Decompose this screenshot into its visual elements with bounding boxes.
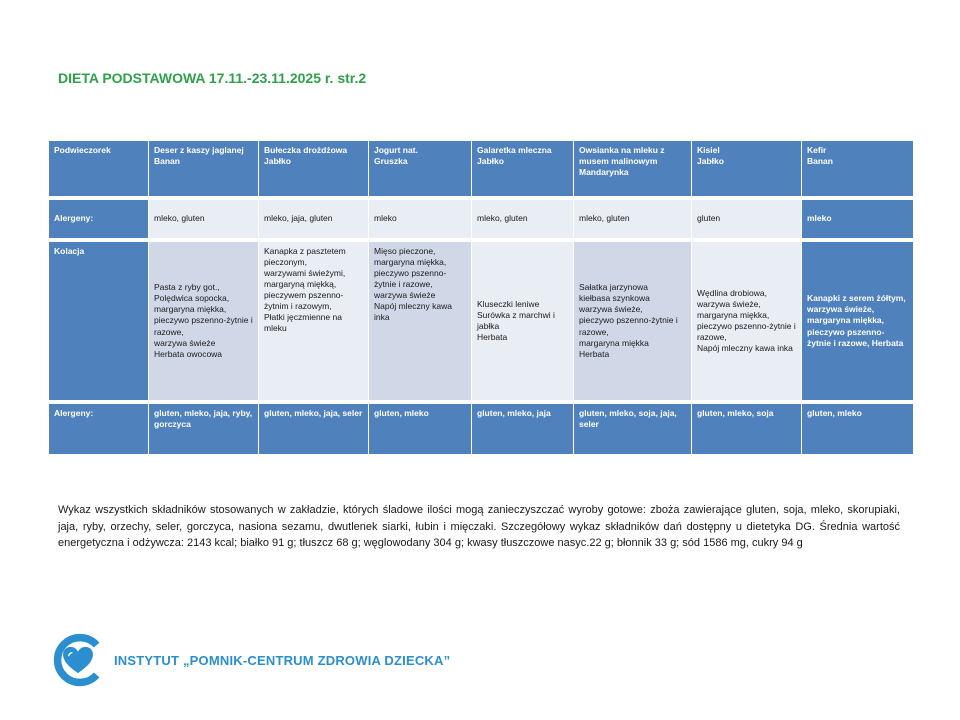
allergen-cell: mleko (369, 200, 472, 239)
row-label-alergeny: Alergeny: (49, 404, 149, 455)
podwieczorek-cell: Jogurt nat. Gruszka (369, 141, 472, 197)
podwieczorek-cell: Owsianka na mleku z musem malinowym Mandarynka (574, 141, 692, 197)
page-title: DIETA PODSTAWOWA 17.11.-23.11.2025 r. str.2 (58, 70, 367, 86)
institute-logo (50, 632, 450, 688)
kolacja-cell: Kluseczki leniwe Surówka z marchwi i jabłka Herbata (472, 242, 574, 401)
podwieczorek-cell: Kefir Banan (802, 141, 914, 197)
kolacja-cell: Kanapka z pasztetem pieczonym, warzywami świeżymi, margaryną miękką, pieczywem pszenno-żytnim i razowym, Płatki jęczmienne na mleku (259, 242, 369, 401)
allergen-cell: mleko, gluten (472, 200, 574, 239)
allergen-cell: gluten (692, 200, 802, 239)
allergen-cell: gluten, mleko, soja (692, 404, 802, 455)
row-alergeny-1 (49, 200, 914, 239)
podwieczorek-cell: Deser z kaszy jaglanej Banan (149, 141, 259, 197)
kolacja-cell: Mięso pieczone, margaryna miękka, pieczywo pszenno-żytnie i razowe, warzywa świeże Napój mleczny kawa inka (369, 242, 472, 401)
menu-table (48, 140, 914, 455)
allergen-cell: gluten, mleko, jaja, ryby, gorczyca (149, 404, 259, 455)
row-label-kolacja: Kolacja (49, 242, 149, 401)
allergen-cell: mleko, gluten (574, 200, 692, 239)
row-alergeny-2 (49, 404, 914, 455)
ingredients-footnote: Wykaz wszystkich składników stosowanych w zakładzie, których śladowe ilości mogą zanieczyszczać wyroby gotowe: zboża zawierające gluten, soja, mleko, skorupiaki, jaja, ryby, orzechy, seler, gorczyca, nasiona sezamu, dwutlenek siarki, łubin i mięczaki. Szczegółowy wykaz składników dań dostępny u dietetyka DG. Średnia wartość energetyczna i odżywcza: 2143 kcal; białko 91 g; tłuszcz 68 g; węglowodany 304 g; kwasy tłuszczowe nasyc.22 g; błonnik 33 g; sód 1586 mg, cukry 94 g (58, 504, 900, 549)
allergen-cell: gluten, mleko, soja, jaja, seler (574, 404, 692, 455)
allergen-cell: gluten, mleko (369, 404, 472, 455)
institute-name: INSTYTUT „POMNIK-CENTRUM ZDROWIA DZIECKA” (114, 652, 451, 668)
podwieczorek-cell: Galaretka mleczna Jabłko (472, 141, 574, 197)
heart-logo-icon (50, 632, 106, 688)
kolacja-cell: Kanapki z serem żółtym, warzywa świeże, margaryna miękka, pieczywo pszenno-żytnie i razowe, Herbata (802, 242, 914, 401)
allergen-cell: mleko (802, 200, 914, 239)
row-podwieczorek (49, 141, 914, 197)
podwieczorek-cell: Bułeczka drożdżowa Jabłko (259, 141, 369, 197)
podwieczorek-cell: Kisiel Jabłko (692, 141, 802, 197)
row-kolacja (49, 242, 914, 401)
kolacja-cell: Wędlina drobiowa, warzywa świeże, margaryna miękka, pieczywo pszenno-żytnie i razowe, Napój mleczny kawa inka (692, 242, 802, 401)
allergen-cell: gluten, mleko (802, 404, 914, 455)
allergen-cell: mleko, jaja, gluten (259, 200, 369, 239)
allergen-cell: gluten, mleko, jaja (472, 404, 574, 455)
row-label-podwieczorek: Podwieczorek (49, 141, 149, 197)
allergen-cell: mleko, gluten (149, 200, 259, 239)
allergen-cell: gluten, mleko, jaja, seler (259, 404, 369, 455)
kolacja-cell: Pasta z ryby got., Polędwica sopocka, margaryna miękka, pieczywo pszenno-żytnie i razowe, warzywa świeże Herbata owocowa (149, 242, 259, 401)
kolacja-cell: Sałatka jarzynowa kiełbasa szynkowa warzywa świeże, pieczywo pszenno-żytnie i razowe, margaryna miękka Herbata (574, 242, 692, 401)
row-label-alergeny: Alergeny: (49, 200, 149, 239)
